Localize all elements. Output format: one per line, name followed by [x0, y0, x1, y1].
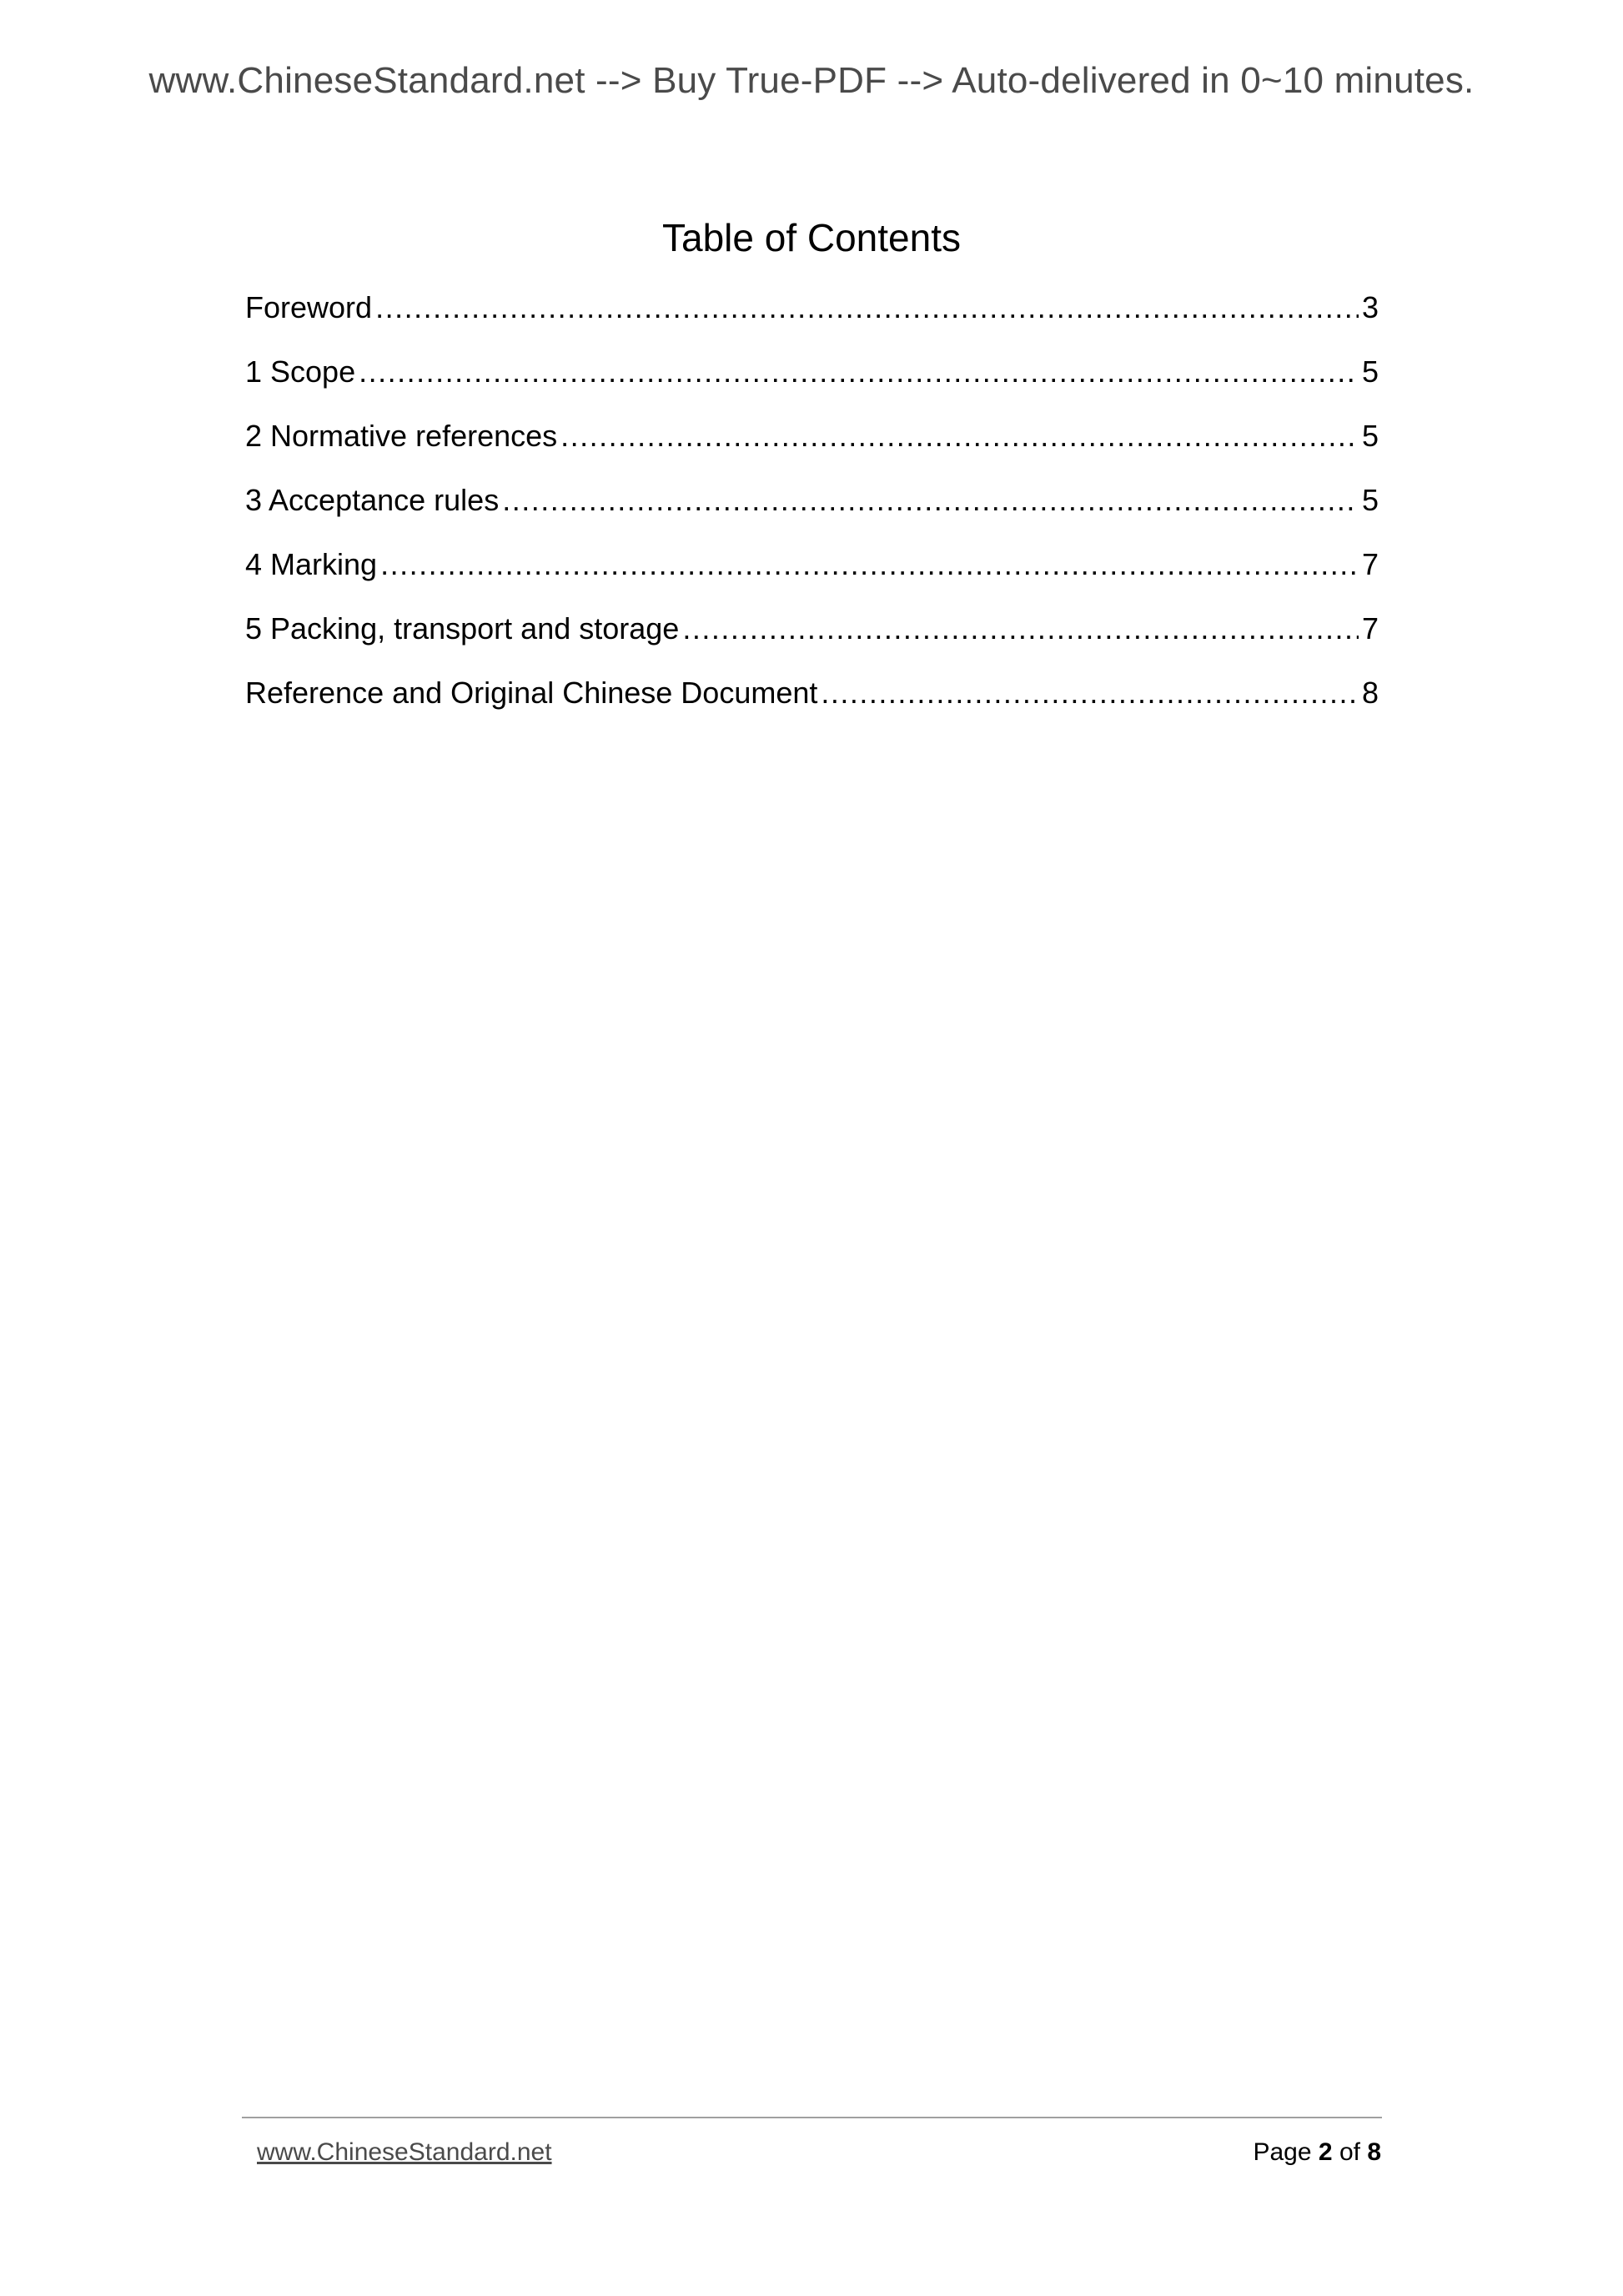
toc-entry-label: Reference and Original Chinese Document: [245, 676, 818, 710]
toc-entry-reference-original-document[interactable]: [245, 676, 1379, 740]
dot-leader: [359, 354, 1359, 389]
toc-entry-label: 3 Acceptance rules: [245, 483, 500, 517]
toc-entry-packing-transport-storage[interactable]: [245, 611, 1379, 676]
toc-entry-page-number: 8: [1361, 676, 1379, 710]
toc-entry-page-number: 7: [1361, 611, 1379, 646]
toc-title: Table of Contents: [661, 216, 961, 259]
toc-entry-page-number: 5: [1361, 419, 1379, 453]
dot-leader: [380, 547, 1359, 582]
toc-entry-label: 5 Packing, transport and storage: [245, 611, 680, 646]
toc-entry-page-number: 3: [1361, 290, 1379, 324]
toc-entry-marking[interactable]: [245, 547, 1379, 611]
toc-entry-label: 2 Normative references: [245, 419, 558, 453]
dot-leader: [682, 611, 1359, 646]
footer-divider: [242, 2117, 1382, 2118]
page-separator: of: [1339, 2138, 1360, 2166]
toc-entry-normative-references[interactable]: [245, 419, 1379, 483]
dot-leader: [821, 676, 1359, 711]
toc-entry-label: 4 Marking: [245, 547, 378, 581]
toc-entry-foreword[interactable]: [245, 290, 1379, 354]
toc-entry-label: Foreword: [245, 290, 373, 324]
top-banner: www.ChineseStandard.net --> Buy True-PDF --> Auto-delivered in 0~10 minutes.: [148, 60, 1475, 101]
toc-entry-page-number: 5: [1361, 354, 1379, 389]
dot-leader: [560, 419, 1359, 454]
table-of-contents: [245, 290, 1379, 740]
total-pages-number: 8: [1367, 2138, 1381, 2166]
toc-entry-page-number: 7: [1361, 547, 1379, 581]
toc-entry-scope[interactable]: [245, 354, 1379, 419]
toc-entry-acceptance-rules[interactable]: [245, 483, 1379, 547]
toc-entry-label: 1 Scope: [245, 354, 356, 389]
footer-site-link[interactable]: www.ChineseStandard.net: [257, 2138, 552, 2166]
dot-leader: [375, 290, 1359, 325]
page-prefix: Page: [1253, 2138, 1312, 2166]
current-page-number: 2: [1318, 2138, 1333, 2166]
dot-leader: [502, 483, 1359, 518]
footer-page-indicator: [1253, 2138, 1381, 2167]
toc-entry-page-number: 5: [1361, 483, 1379, 517]
